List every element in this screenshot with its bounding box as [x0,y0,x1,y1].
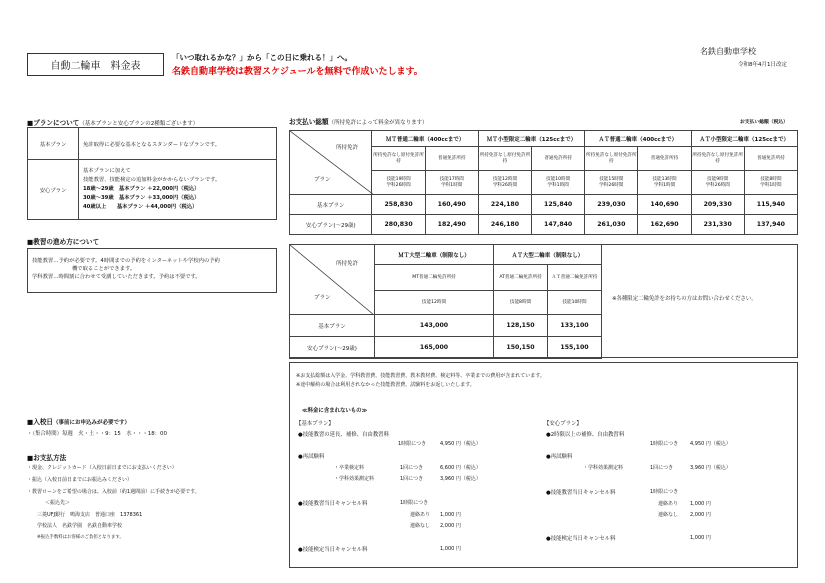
extra-price: 1,000 円 [690,501,711,507]
diagonal-line [290,245,374,315]
hours-class: 学科26時間 [386,182,411,188]
extra-item: ●技能教習当日キャンセル料 [298,501,368,507]
basic-price: 160,490 [425,195,478,215]
safe-price-row: 18歳～29歳 基本プラン ＋22,000円（税込） [83,186,200,192]
extra-price: 4,950 円（税込） [440,441,481,447]
course-header: ＡＴ大型二輪車（制限なし） [494,245,602,265]
hours-skill: 技能8時間 [760,176,782,182]
basic-price: 258,830 [372,195,425,215]
payment-line: ・教習ローンをご希望の場合は、入校前（約1週間前）に手続きが必要です。 [27,489,200,495]
diagonal-line [290,131,374,195]
extra-unit: 1回につき [650,465,674,471]
license-cond: 所持免許なし原付免許所持 [585,147,638,171]
safe-plan-desc [79,160,277,220]
safe-price: 137,940 [744,215,797,235]
hours-class: 学科26時間 [599,182,624,188]
basic-price: 125,840 [532,195,585,215]
fee-corner [290,131,372,195]
extra-unit: 1時限につき [650,441,679,447]
basic-price: 128,150 [494,315,548,337]
bank-account: 三菱UFJ銀行 鳴海支店 普通口座 1378361 [37,512,143,518]
hours-cell [691,171,744,195]
hours-skill: 技能12時間 [492,176,518,182]
hours-skill: 技能13時間 [652,176,677,182]
hours-cell: 技能12時間 [375,291,494,315]
large-corner [290,245,375,315]
basic-plan-desc: 免許取得に必要な基本となるスタンダードなプランです。 [79,128,277,160]
bank-fee-note: ※振込手数料はお客様のご負担となります。 [37,535,124,540]
safe-price: 182,490 [425,215,478,235]
plans-heading: ■プランについて（基本プランと安心プランの2種類ございます） [27,119,199,127]
extra-item: ●技能教習の延長、補修、自由教習料 [298,432,389,438]
extra-unit: 1時限につき [400,500,429,506]
hours-class: 学科26時間 [492,182,518,188]
safe-row-label: 安心プラン(～29歳) [290,337,375,359]
extra-price: 3,960 円（税込） [690,465,731,471]
safe-desc-line: 技能教習、技能検定の追加料金がかからないプランです。 [83,177,221,183]
large-fee-table [289,244,602,359]
extra-unit: 1時限につき [398,441,427,447]
course-header: ＭＴ大型二輪車（制限なし） [375,245,494,265]
method-heading: ■教習の進め方について [27,238,100,246]
safe-desc-line: 基本プランに加えて [83,168,131,174]
extra-subitem: ・卒業検定料 [334,465,365,471]
safe-price: 261,030 [585,215,638,235]
safe-price: 165,000 [375,337,494,359]
hours-cell: 技能10時間 [548,291,602,315]
hours-cell [585,171,638,195]
extra-unit: 1回につき [400,476,424,482]
slogan-highlight: 名鉄自動車学校は教習スケジュールを無料で作成いたします。 [172,67,423,77]
fee-table [289,130,798,235]
extra-subitem: 連絡あり [658,501,679,507]
basic-head: 【基本プラン】 [296,421,334,427]
slogan-line: 「いつ取れるかな？」から「この日に乗れる！」へ。 [172,53,352,62]
license-cond: 普通免許所持 [532,147,585,171]
basic-price: 209,330 [691,195,744,215]
note-line: ※途中解約の場合は利用されなかった技能教習費、試験料をお返しいたします。 [296,382,475,388]
license-label: 所持免許 [336,261,359,267]
note-line: ※お支払総額は入学金、学科教習費、技能教習費、教本教材費、検定料等、卒業までの費用が含まれています。 [296,373,545,379]
course-header: ＭＴ小型限定二輪車（125ccまで） [478,131,584,147]
extra-subitem: ・学科効果測定料 [583,465,624,471]
bank-heading: ＜振込先＞ [45,500,71,506]
revision-date: 令和8年4月1日改定 [738,62,787,68]
hours-cell [372,171,425,195]
extra-subitem: 連絡なし [410,523,431,529]
extra-price: 2,000 円 [690,512,711,518]
payment-line: ・現金、クレジットカード（入校日前日までにお支払いください） [27,465,177,471]
safe-price-row: 30歳～39歳 基本プラン ＋33,000円（税込） [83,195,200,201]
extra-item: ●2時限以上の補修、自由教習料 [546,432,625,438]
extra-unit: 1時限につき [650,489,679,495]
plan-label: プラン [314,295,331,301]
extra-subitem: 連絡なし [658,512,679,518]
large-note: ※各種限定二輪免許をお持ちの方はお問い合わせください。 [612,296,757,302]
hours-cell [532,171,585,195]
hours-class: 学科26時間 [705,182,730,188]
hours-cell: 技能8時間 [494,291,548,315]
hours-skill: 技能19時間 [386,176,411,182]
license-cond: 所持免許なし原付免許所持 [691,147,744,171]
safe-head: 【安心プラン】 [544,421,582,427]
plans-table [27,127,277,220]
fees-unit: お支払い総額（税込） [740,120,788,125]
extra-item: ●技能検定当日キャンセル料 [546,536,616,542]
extra-price: 1,000 円 [690,535,711,541]
extra-price: 1,000 円 [440,512,461,518]
extra-item: ●再試験料 [298,454,325,460]
hours-cell [425,171,478,195]
safe-price: 150,150 [494,337,548,359]
basic-price: 224,180 [478,195,531,215]
safe-price: 147,840 [532,215,585,235]
basic-plan-label: 基本プラン [28,128,79,160]
bank-holder: 学校法人 名鉄学園 名鉄自動車学校 [37,523,123,529]
safe-price: 246,180 [478,215,531,235]
hours-skill: 技能9時間 [707,176,729,182]
basic-price: 143,000 [375,315,494,337]
license-cond: AT普通二輪免許所持 [494,265,548,291]
hours-class: 学科1時間 [441,182,463,188]
hours-skill: 技能10時間 [546,176,571,182]
page-title: 自動二輪車 料金表 [27,53,164,76]
course-header: ＡＴ普通二輪車（400ccまで） [585,131,691,147]
method-line: 機で取ることができます。 [72,266,136,272]
extra-subitem: 連絡あり [410,512,431,518]
extra-price: 2,000 円 [440,523,461,529]
safe-price-row: 40歳以上 基本プラン ＋44,000円（税込） [83,204,198,210]
license-cond: 所持免許なし原付免許所持 [372,147,425,171]
method-line: 学科教習…時間割に合わせて受講していただきます。予約は不要です。 [32,274,201,280]
payment-heading: ■お支払方法 [27,454,67,462]
hours-cell [638,171,691,195]
basic-price: 115,940 [744,195,797,215]
method-line: 技能教習…予約が必要です。4時間までの予約をインターネットや学校内の予約 [32,258,220,264]
safe-price: 162,690 [638,215,691,235]
license-cond: 所持免許なし原付免許所持 [478,147,531,171]
school-name: 名鉄自動車学校 [700,47,756,56]
license-cond: 普通免許所持 [638,147,691,171]
basic-row-label: 基本プラン [290,315,375,337]
hours-class: 学科1時間 [653,182,676,188]
extra-item: ●再試験料 [546,454,573,460]
extra-unit: 1回につき [400,465,424,471]
license-cond: 普通免許所持 [744,147,797,171]
payment-line: ・振込（入校日前日までにお振込みください） [27,477,133,483]
plans-heading-note: （基本プランと安心プランの2種類ございます） [79,121,199,127]
extras-title: ≪料金に含まれないもの≫ [302,408,368,414]
fees-heading-note: （所持免許によって料金が異なります） [328,120,428,126]
basic-row-label: 基本プラン [290,195,372,215]
safe-price: 155,100 [548,337,602,359]
method-box [27,248,277,293]
extra-price: 4,950 円（税込） [690,441,731,447]
hours-cell [478,171,531,195]
hours-skill: 技能17時間 [439,176,464,182]
extra-price: 6,600 円（税込） [440,465,481,471]
safe-plan-label: 安心プラン [28,160,79,220]
license-cond: MT普通二輪免許所持 [375,265,494,291]
extra-price: 1,000 円 [440,546,461,552]
safe-price: 280,830 [372,215,425,235]
basic-price: 239,030 [585,195,638,215]
extra-subitem: ・学科効果測定料 [334,476,375,482]
enroll-heading: ■入校日（事前にお申込みが必要です） [27,418,131,426]
extra-item: ●技能教習当日キャンセル料 [546,490,616,496]
license-label: 所持免許 [336,145,359,151]
hours-cell [744,171,797,195]
fees-heading: お支払い総額（所持免許によって料金が異なります） [289,118,428,126]
course-header: ＭＴ普通二輪車（400ccまで） [372,131,478,147]
hours-class: 学科1時間 [760,182,782,188]
license-cond: ＡＴ普通二輪免許所持 [548,265,602,291]
hours-skill: 技能15時間 [599,176,624,182]
extra-price: 3,960 円（税込） [440,476,481,482]
basic-price: 133,100 [548,315,602,337]
extra-item: ●技能検定当日キャンセル料 [298,547,368,553]
enroll-times: ・（集合時間）毎週 火・土・・9：15 水・・・18：00 [27,431,167,437]
plan-label: プラン [314,177,331,183]
license-cond: 普通免許所持 [425,147,478,171]
basic-price: 140,690 [638,195,691,215]
safe-price: 231,330 [691,215,744,235]
course-header: ＡＴ小型限定二輪車（125ccまで） [691,131,797,147]
hours-class: 学科1時間 [547,182,569,188]
safe-row-label: 安心プラン(～29歳) [290,215,372,235]
enroll-heading-note: （事前にお申込みが必要です） [53,420,131,426]
